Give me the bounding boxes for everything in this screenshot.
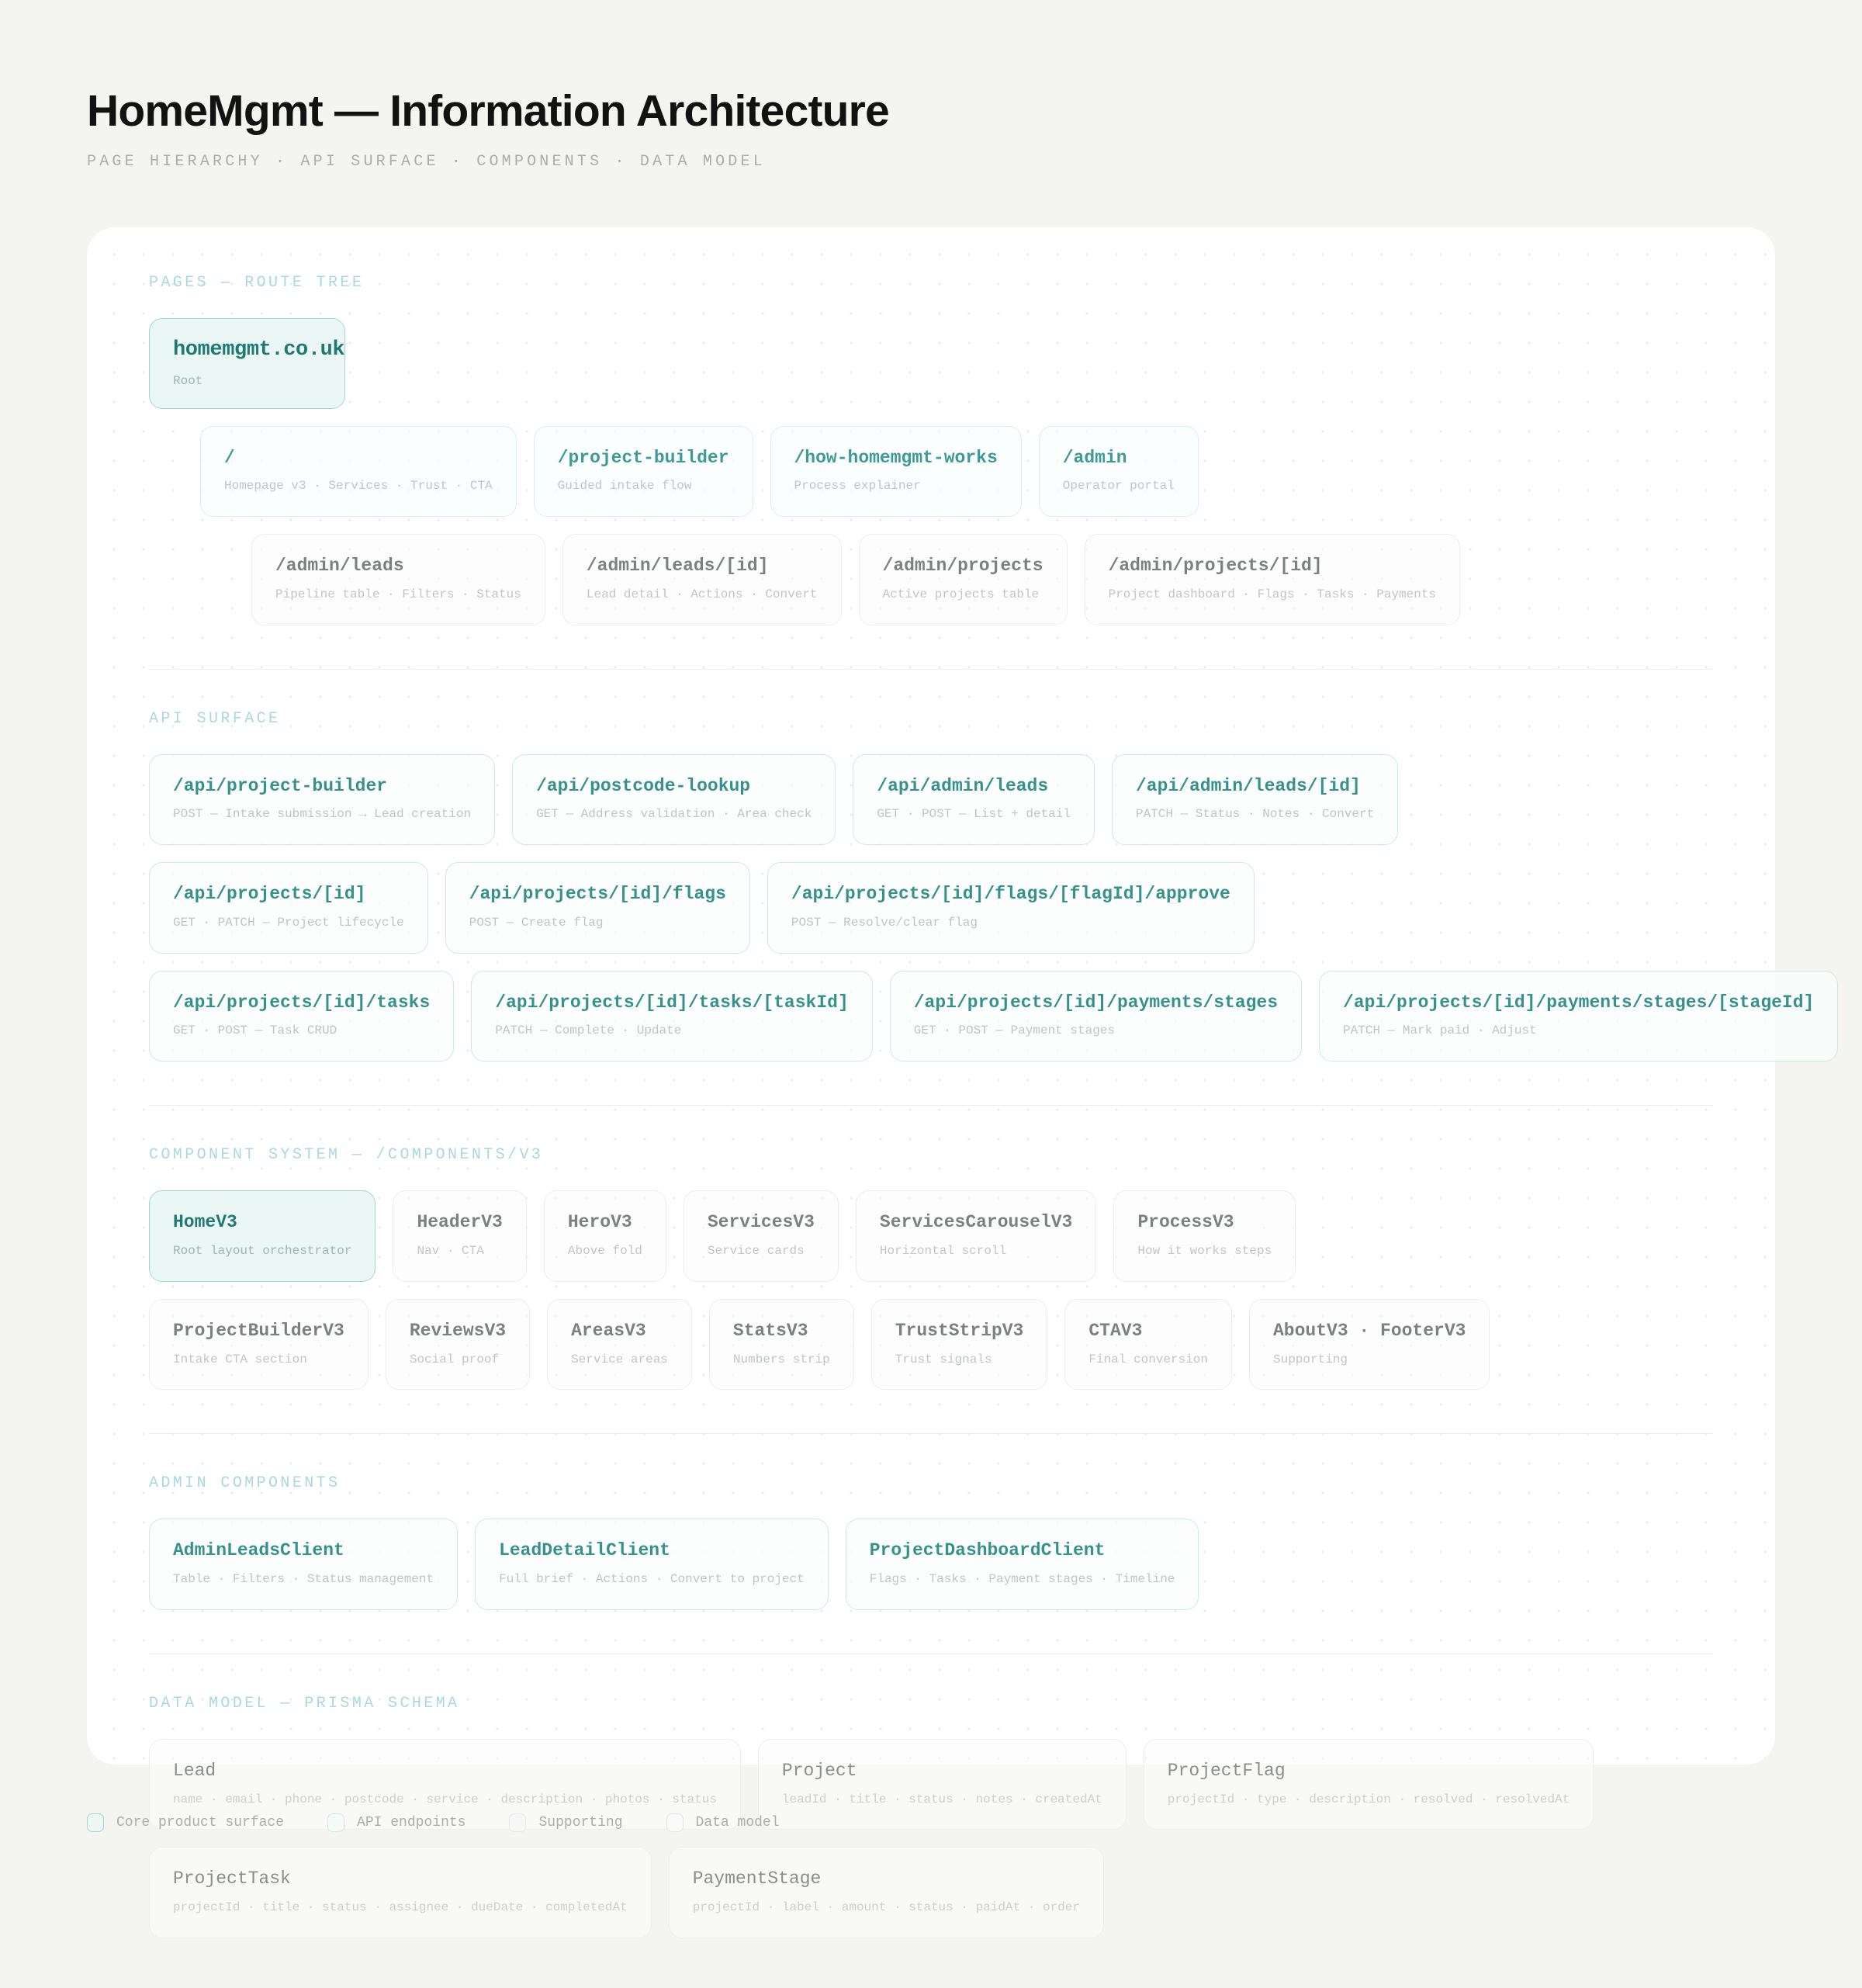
card-subtitle: Full brief · Actions · Convert to project — [499, 1572, 805, 1587]
pages-rows — [149, 318, 1713, 625]
legend-swatch-icon — [87, 1813, 104, 1832]
card-subtitle: Supporting — [1273, 1352, 1348, 1366]
components-row-2 — [149, 1299, 1713, 1391]
card-title: Lead — [173, 1760, 216, 1781]
section-label-pages: PAGES — ROUTE TREE — [149, 274, 365, 292]
legend — [87, 1813, 823, 1832]
component-card[interactable] — [709, 1299, 854, 1391]
card-title: ProjectBuilderV3 — [173, 1320, 344, 1341]
route-card[interactable] — [770, 426, 1022, 518]
legend-label: Core product surface — [116, 1815, 285, 1830]
legend-label: Supporting — [538, 1815, 623, 1830]
data-model-row-2 — [149, 1847, 1713, 1938]
section-api — [149, 709, 1815, 1062]
route-card-root[interactable] — [149, 318, 345, 409]
section-divider — [149, 669, 1713, 670]
card-subtitle: PATCH — Complete · Update — [495, 1023, 682, 1038]
admin-component-card[interactable] — [149, 1519, 458, 1610]
component-card[interactable] — [544, 1190, 666, 1282]
card-title: homemgmt.co.uk — [173, 338, 345, 362]
component-card[interactable] — [1249, 1299, 1490, 1391]
card-title: /admin — [1062, 447, 1127, 468]
card-subtitle: GET — Address validation · Area check — [536, 807, 812, 822]
page-subtitle: PAGE HIERARCHY · API SURFACE · COMPONENTS · DATA MODEL — [87, 152, 766, 171]
card-subtitle: name · email · phone · postcode · service · description · photos · status — [173, 1792, 717, 1806]
section-admin-components — [149, 1474, 1713, 1610]
route-card[interactable] — [1085, 534, 1460, 625]
card-title: HomeV3 — [173, 1212, 237, 1233]
api-endpoint-card[interactable] — [890, 971, 1302, 1062]
card-title: /project-builder — [557, 447, 729, 468]
section-divider — [149, 1433, 1713, 1434]
legend-item — [87, 1813, 284, 1832]
card-subtitle: Service areas — [571, 1352, 668, 1366]
page-title: HomeMgmt — Information Architecture — [87, 86, 889, 136]
card-subtitle: How it works steps — [1137, 1244, 1272, 1259]
card-title: /api/project-builder — [173, 775, 388, 796]
card-title: /api/admin/leads — [877, 775, 1049, 796]
card-subtitle: Project dashboard · Flags · Tasks · Payments — [1108, 587, 1437, 601]
route-card[interactable] — [1039, 426, 1199, 518]
legend-item — [666, 1813, 780, 1832]
api-endpoint-card[interactable] — [1319, 971, 1838, 1062]
card-subtitle: Guided intake flow — [557, 479, 692, 494]
card-title: /api/projects/[id] — [173, 884, 366, 905]
route-card[interactable] — [534, 426, 753, 518]
card-title: CTAV3 — [1088, 1320, 1143, 1341]
card-subtitle: Trust signals — [895, 1352, 992, 1366]
component-card[interactable] — [393, 1190, 526, 1282]
card-subtitle: Root — [173, 373, 203, 388]
card-subtitle: PATCH — Mark paid · Adjust — [1343, 1023, 1537, 1038]
card-title: /api/admin/leads/[id] — [1135, 775, 1361, 796]
card-title: /api/projects/[id]/flags — [469, 884, 726, 905]
card-subtitle: projectId · title · status · assignee · dueDate · completedAt — [173, 1900, 628, 1915]
card-subtitle: Final conversion — [1088, 1352, 1208, 1366]
card-title: ReviewsV3 — [409, 1320, 507, 1341]
data-model-card[interactable] — [149, 1847, 652, 1938]
section-components — [149, 1146, 1713, 1390]
pages-level2-row — [149, 534, 1713, 625]
legend-item — [327, 1813, 466, 1832]
data-model-card[interactable] — [1144, 1739, 1594, 1830]
card-subtitle: Intake CTA section — [173, 1352, 307, 1366]
card-subtitle: GET · POST — List + detail — [877, 807, 1071, 822]
api-row-1 — [149, 754, 1713, 846]
component-card[interactable] — [856, 1190, 1096, 1282]
api-endpoint-card[interactable] — [767, 862, 1255, 954]
component-card[interactable] — [1064, 1299, 1232, 1391]
card-subtitle: GET · PATCH — Project lifecycle — [173, 915, 404, 930]
card-subtitle: Above fold — [567, 1244, 642, 1259]
api-endpoint-card[interactable] — [1112, 754, 1398, 846]
card-subtitle: Pipeline table · Filters · Status — [275, 587, 521, 601]
card-subtitle: PATCH — Status · Notes · Convert — [1135, 807, 1375, 822]
pages-root-row — [149, 318, 1713, 409]
route-card[interactable] — [251, 534, 545, 625]
card-subtitle: projectId · label · amount · status · paidAt · order — [692, 1900, 1080, 1915]
card-title: AreasV3 — [571, 1320, 646, 1341]
card-title: /how-homemgmt-works — [794, 447, 998, 468]
route-card[interactable] — [562, 534, 842, 625]
api-endpoint-card[interactable] — [853, 754, 1095, 846]
card-title: /api/projects/[id]/payments/stages/[stageId] — [1343, 992, 1815, 1013]
api-endpoint-card[interactable] — [149, 862, 428, 954]
card-title: /admin/leads — [275, 556, 404, 577]
card-title: ServicesV3 — [707, 1212, 815, 1233]
card-subtitle: Homepage v3 · Services · Trust · CTA — [224, 479, 493, 494]
card-subtitle: Nav · CTA — [417, 1244, 484, 1259]
legend-item — [509, 1813, 622, 1832]
card-title: HeroV3 — [567, 1212, 632, 1233]
api-endpoint-card[interactable] — [149, 754, 495, 846]
card-subtitle: POST — Resolve/clear flag — [791, 915, 978, 930]
component-card[interactable] — [1113, 1190, 1296, 1282]
card-subtitle: Lead detail · Actions · Convert — [586, 587, 818, 601]
card-title: /admin/leads/[id] — [586, 556, 769, 577]
card-subtitle: projectId · type · description · resolved · resolvedAt — [1167, 1792, 1570, 1806]
legend-swatch-icon — [666, 1813, 684, 1832]
section-label-api: API SURFACE — [149, 709, 281, 728]
section-label-admin-components: ADMIN COMPONENTS — [149, 1474, 341, 1493]
card-title: AdminLeadsClient — [173, 1540, 344, 1561]
section-pages — [149, 274, 1713, 625]
card-title: Project — [781, 1760, 857, 1781]
card-subtitle: POST — Create flag — [469, 915, 604, 930]
admin-component-card[interactable] — [475, 1519, 829, 1610]
pages-level1-row — [149, 426, 1713, 518]
card-title: /api/projects/[id]/tasks — [173, 992, 431, 1013]
components-rows — [149, 1190, 1713, 1390]
section-divider — [149, 1105, 1713, 1106]
card-subtitle: GET · POST — Payment stages — [913, 1023, 1115, 1038]
card-title: ProcessV3 — [1137, 1212, 1234, 1233]
components-row-1 — [149, 1190, 1713, 1282]
card-title: StatsV3 — [732, 1320, 808, 1341]
legend-swatch-icon — [509, 1813, 526, 1832]
data-model-rows — [149, 1739, 1713, 1938]
page-header — [0, 0, 1862, 171]
card-title: ProjectDashboardClient — [869, 1540, 1106, 1561]
component-card[interactable] — [386, 1299, 530, 1391]
card-subtitle: POST — Intake submission → Lead creation — [173, 807, 472, 822]
card-title: / — [224, 447, 235, 468]
card-title: ProjectFlag — [1167, 1760, 1286, 1781]
card-title: ProjectTask — [173, 1869, 291, 1889]
component-card[interactable] — [871, 1299, 1048, 1391]
card-subtitle: Horizontal scroll — [879, 1244, 1007, 1259]
admin-components-row — [149, 1519, 1713, 1610]
card-subtitle: Flags · Tasks · Payment stages · Timeline — [869, 1572, 1175, 1587]
card-title: /api/projects/[id]/tasks/[taskId] — [495, 992, 849, 1013]
card-subtitle: Active projects table — [882, 587, 1040, 601]
card-subtitle: Root layout orchestrator — [173, 1244, 352, 1259]
api-rows — [149, 754, 1815, 1062]
section-label-components: COMPONENT SYSTEM — /COMPONENTS/V3 — [149, 1146, 544, 1165]
card-subtitle: Process explainer — [794, 479, 921, 494]
legend-label: API endpoints — [357, 1815, 466, 1830]
card-subtitle: Service cards — [707, 1244, 805, 1259]
card-title: AboutV3 · FooterV3 — [1273, 1320, 1466, 1341]
card-subtitle: Social proof — [409, 1352, 500, 1366]
api-endpoint-card[interactable] — [149, 971, 454, 1062]
card-title: /admin/projects — [882, 556, 1043, 577]
card-subtitle: Operator portal — [1062, 479, 1175, 494]
admin-components-rows — [149, 1519, 1713, 1610]
component-card[interactable] — [149, 1299, 369, 1391]
route-card[interactable] — [200, 426, 517, 518]
component-card[interactable] — [547, 1299, 692, 1391]
admin-component-card[interactable] — [846, 1519, 1199, 1610]
card-subtitle: leadId · title · status · notes · createdAt — [781, 1792, 1102, 1806]
api-endpoint-card[interactable] — [445, 862, 750, 954]
api-endpoint-card[interactable] — [512, 754, 836, 846]
component-card[interactable] — [149, 1190, 376, 1282]
card-title: TrustStripV3 — [895, 1320, 1024, 1341]
card-subtitle: Numbers strip — [732, 1352, 830, 1366]
card-title: LeadDetailClient — [499, 1540, 670, 1561]
card-subtitle: Table · Filters · Status management — [173, 1572, 434, 1587]
component-card[interactable] — [684, 1190, 839, 1282]
api-row-3 — [149, 971, 1815, 1062]
api-endpoint-card[interactable] — [471, 971, 872, 1062]
card-title: /admin/projects/[id] — [1108, 556, 1323, 577]
legend-label: Data model — [695, 1815, 780, 1830]
card-title: /api/projects/[id]/payments/stages — [913, 992, 1279, 1013]
card-title: /api/postcode-lookup — [536, 775, 751, 796]
card-title: ServicesCarouselV3 — [879, 1212, 1073, 1233]
card-subtitle: GET · POST — Task CRUD — [173, 1023, 337, 1038]
card-title: PaymentStage — [692, 1869, 822, 1889]
card-title: /api/projects/[id]/flags/[flagId]/approve — [791, 884, 1230, 905]
api-row-2 — [149, 862, 1713, 954]
card-title: HeaderV3 — [417, 1212, 503, 1233]
legend-swatch-icon — [327, 1813, 344, 1832]
data-model-card[interactable] — [669, 1847, 1104, 1938]
section-label-data-model: DATA MODEL — PRISMA SCHEMA — [149, 1694, 460, 1713]
route-card[interactable] — [859, 534, 1068, 625]
